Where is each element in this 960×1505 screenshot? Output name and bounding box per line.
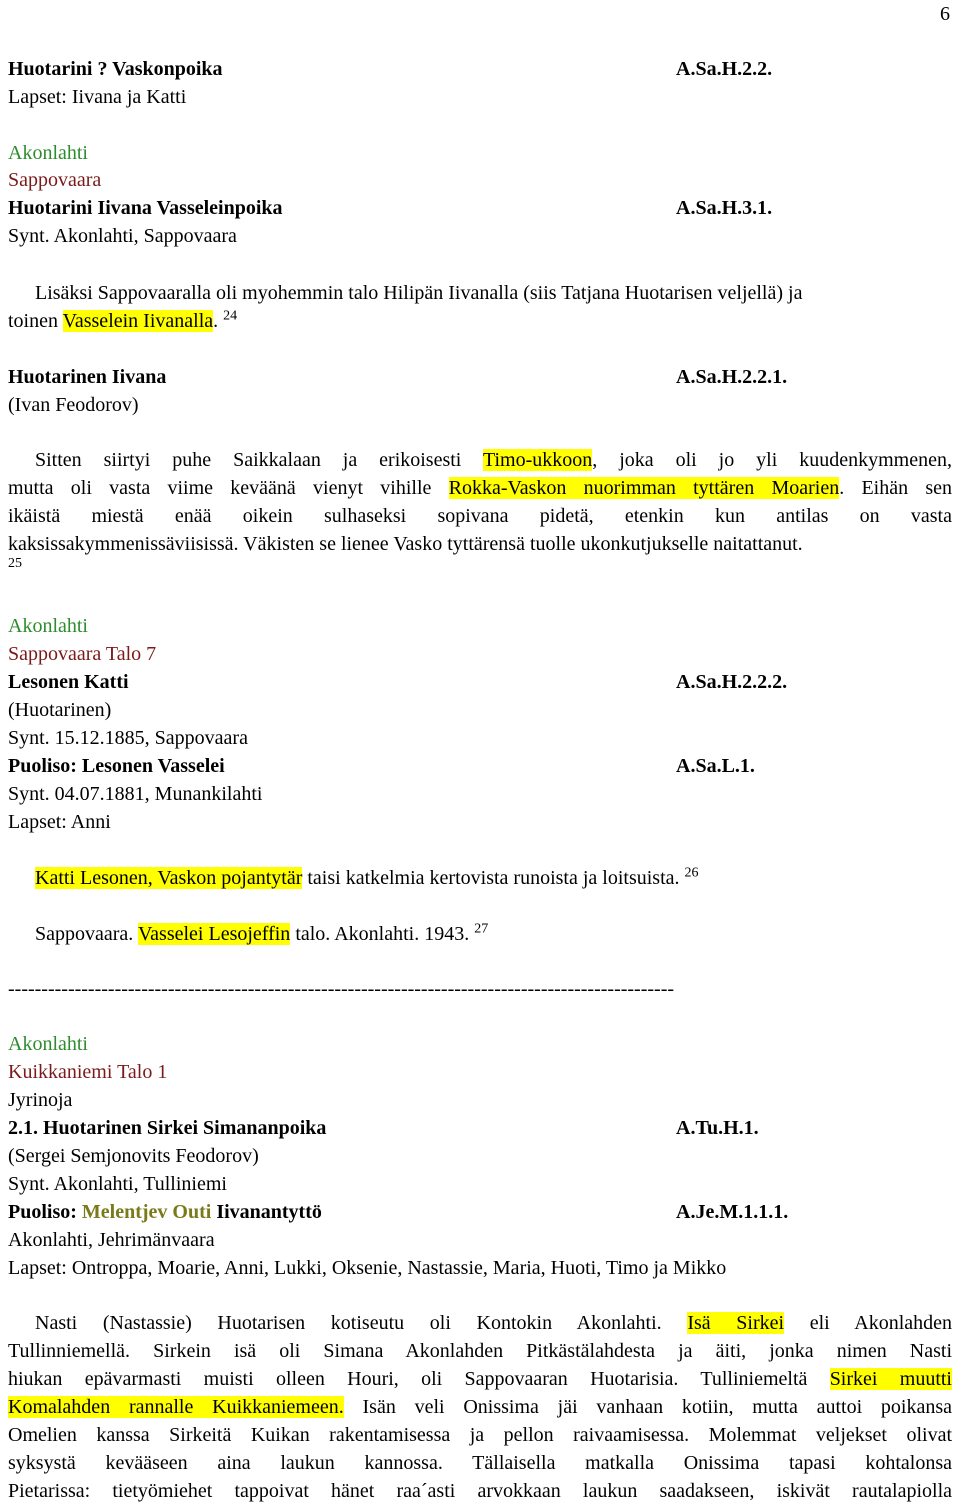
- paragraph-line: kaksissakymmenissäviisissä. Väkisten se lienee Vasko tyttärensä tuolle ukonkutjukselle naitattanut.: [8, 533, 803, 555]
- person-code: A.Sa.H.2.2.1.: [676, 366, 788, 388]
- spouse-birth: Synt. 04.07.1881, Munankilahti: [8, 783, 263, 805]
- footnote-ref: 25: [8, 556, 22, 571]
- children-line: Lapset: Iivana ja Katti: [8, 86, 187, 108]
- spouse-code: A.Sa.L.1.: [676, 755, 755, 777]
- spouse-place: Akonlahti, Jehrimänvaara: [8, 1229, 215, 1251]
- birth-line: Synt. 15.12.1885, Sappovaara: [8, 727, 248, 749]
- highlighted-text: Vasselei Lesojeffin: [137, 923, 291, 945]
- paragraph-line: Sitten siirtyi puhe Saikkalaan ja erikoisesti Timo-ukkoon, joka oli jo yli kuudenkymmenen,: [35, 449, 952, 471]
- person-name: Lesonen Katti: [8, 671, 129, 693]
- paragraph-line: hiukan epävarmasti muisti olleen Houri, oli Sappovaaran Huotarisia. Tulliniemeltä Sirkei muutti: [8, 1368, 952, 1390]
- person-code: A.Sa.H.2.2.2.: [676, 671, 788, 693]
- paragraph-line: Pietarissa: tietyömiehet tappoivat hänet raa´asti arvokkaan laukun saadakseen, iskivät rautalapiolla: [8, 1480, 952, 1502]
- footnote-ref: 27: [474, 921, 489, 937]
- person-code: A.Tu.H.1.: [676, 1117, 759, 1139]
- birth-line: Synt. Akonlahti, Tulliniemi: [8, 1173, 227, 1195]
- paragraph-line: ikäistä miestä enää oikein sulhaseksi sopivana pidetä, etenkin kun antilas on vasta: [8, 505, 952, 527]
- person-code: A.Sa.H.3.1.: [676, 197, 773, 219]
- paragraph-line: Sappovaara. Vasselei Lesojeffin talo. Akonlahti. 1943. $^{27}$: [35, 921, 489, 945]
- spouse-line: Puoliso: Melentjev Outi Iivanantyttö: [8, 1201, 322, 1223]
- paragraph-line: toinen Vasselein Iivanalla. $^{24}$: [8, 308, 238, 332]
- paragraph-line: Katti Lesonen, Vaskon pojantytär taisi katkelmia kertovista runoista ja loitsuista. $^{26}$: [35, 865, 699, 889]
- footnote-ref: 24: [223, 308, 238, 324]
- farm-name: Jyrinoja: [8, 1089, 73, 1111]
- village-name: Akonlahti: [8, 142, 88, 164]
- house-name: Kuikkaniemi Talo 1: [8, 1061, 168, 1083]
- person-alias: (Sergei Semjonovits Feodorov): [8, 1145, 259, 1167]
- person-name: Huotarini ? Vaskonpoika: [8, 58, 223, 80]
- paragraph-line: Omelien kanssa Sirkeitä Kuikan rakentamisessa ja pellon raivaamisessa. Molemmat veljekset olivat: [8, 1424, 952, 1446]
- highlighted-text: Isä Sirkei: [687, 1312, 785, 1334]
- village-name: Akonlahti: [8, 1033, 88, 1055]
- paragraph-line: syksystä kevääseen aina laukun kannossa. Tällaisella matkalla Onissima tapasi kohtalonsa: [8, 1452, 952, 1474]
- highlighted-text: Komalahden rannalle Kuikkaniemeen.: [8, 1396, 344, 1418]
- highlighted-text: Timo-ukkoon: [482, 449, 593, 471]
- person-code: A.Sa.H.2.2.: [676, 58, 773, 80]
- person-name: Huotarini Iivana Vasseleinpoika: [8, 197, 283, 219]
- spouse-line: Puoliso: Lesonen Vasselei: [8, 755, 225, 777]
- children-line: Lapset: Ontroppa, Moarie, Anni, Lukki, Oksenie, Nastassie, Maria, Huoti, Timo ja Mikko: [8, 1257, 727, 1279]
- highlighted-text: Rokka-Vaskon nuorimman tyttären Moarien: [448, 477, 840, 499]
- person-name: Huotarinen Iivana: [8, 366, 167, 388]
- paragraph-line: Komalahden rannalle Kuikkaniemeen. Isän veli Onissima jäi vanhaan kotiin, mutta auttoi poikansa: [8, 1396, 952, 1418]
- paragraph-line: Lisäksi Sappovaaralla oli myohemmin talo Hilipän Iivanalla (siis Tatjana Huotarisen veljellä) ja: [35, 282, 803, 304]
- paragraph-line: Tullinniemellä. Sirkein isä oli Simana Akonlahden Pitkästälahdesta ja äiti, jonka nimen Nasti: [8, 1340, 952, 1362]
- spouse-code: A.Je.M.1.1.1.: [676, 1201, 789, 1223]
- page-number: 6: [940, 3, 950, 25]
- village-name: Akonlahti: [8, 615, 88, 637]
- highlighted-text: Katti Lesonen, Vaskon pojantytär: [35, 867, 303, 889]
- person-alias: (Ivan Feodorov): [8, 394, 139, 416]
- separator-line: ----------------------------------------------------------------------------------------------------: [8, 978, 675, 1000]
- spouse-name: Melentjev Outi: [81, 1201, 212, 1223]
- paragraph-line: mutta oli vasta viime keväänä vienyt vihille Rokka-Vaskon nuorimman tyttären Moarien. Eihän sen: [8, 477, 953, 499]
- highlighted-text: Sirkei muutti: [829, 1368, 952, 1390]
- highlighted-text: Vasselein Iivanalla: [62, 310, 214, 332]
- footnote-ref: 26: [684, 865, 699, 881]
- place-name: Sappovaara: [8, 169, 102, 191]
- paragraph-line: Nasti (Nastassie) Huotarisen kotiseutu oli Kontokin Akonlahti. Isä Sirkei eli Akonlahden: [35, 1312, 953, 1334]
- birth-line: Synt. Akonlahti, Sappovaara: [8, 225, 237, 247]
- maiden-name: (Huotarinen): [8, 699, 112, 721]
- children-line: Lapset: Anni: [8, 811, 111, 833]
- person-name: 2.1. Huotarinen Sirkei Simananpoika: [8, 1117, 327, 1139]
- house-name: Sappovaara Talo 7: [8, 643, 157, 665]
